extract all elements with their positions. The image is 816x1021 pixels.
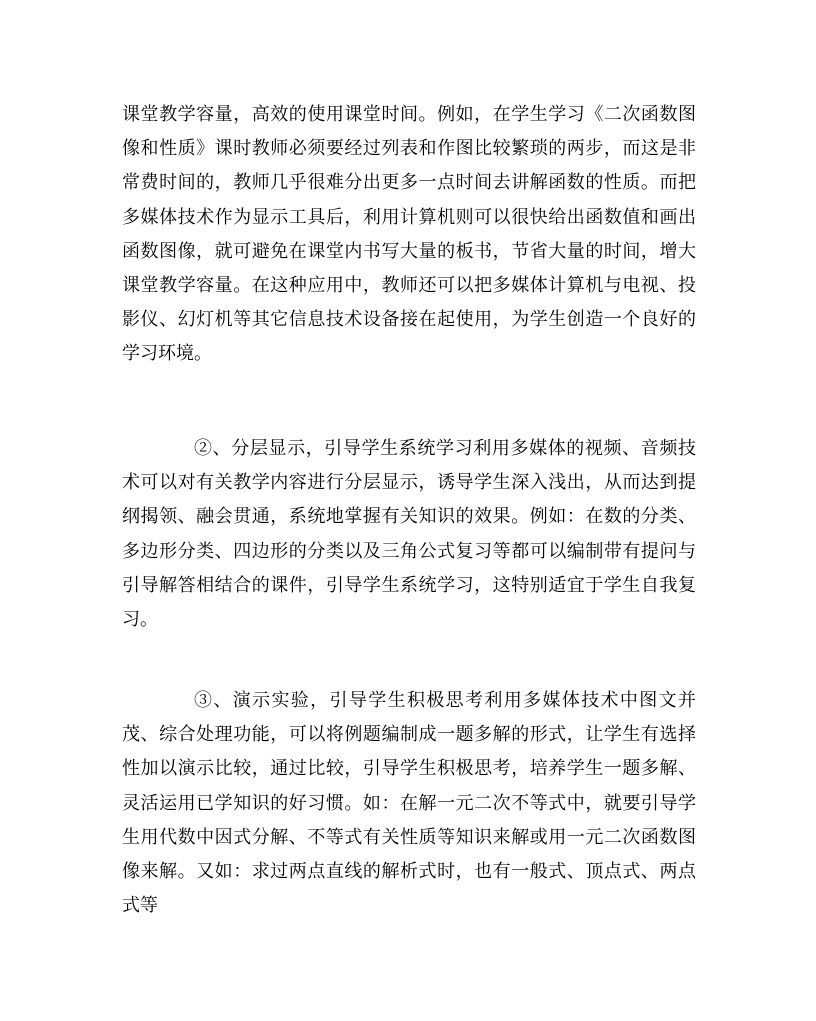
body-paragraph-continuation (122, 98, 696, 372)
paragraph-text: ③、演示实验，引导学生积极思考利用多媒体技术中图文并茂、综合处理功能，可以将例题编制成一题多解的形式，让学生有选择性加以演示比较，通过比较，引导学生积极思考，培养学生一题多解、灵活运用已学知识的好习惯。如：在解一元二次不等式中，就要引导学生用代数中因式分解、不等式有关性质等知识来解或用一元二次函数图像来解。又如：求过两点直线的解析式时，也有一般式、顶点式、两点式等 (122, 690, 696, 917)
paragraph-text: ②、分层显示，引导学生系统学习利用多媒体的视频、音频技术可以对有关教学内容进行分层显示，诱导学生深入浅出，从而达到提纲揭领、融会贯通，系统地掌握有关知识的效果。例如：在数的分类、多边形分类、四边形的分类以及三角公式复习等都可以编制带有提问与引导解答相结合的课件，引导学生系统学习，这特别适宜于学生自我复习。 (122, 438, 696, 631)
paragraph-text: 课堂教学容量，高效的使用课堂时间。例如，在学生学习《二次函数图像和性质》课时教师必须要经过列表和作图比较繁琐的两步，而这是非常费时间的，教师几乎很难分出更多一点时间去讲解函数的性质。而把多媒体技术作为显示工具后，利用计算机则可以很快给出函数值和画出函数图像，就可避免在课堂内书写大量的板书，节省大量的时间，增大课堂教学容量。在这种应用中，教师还可以把多媒体计算机与电视、投影仪、幻灯机等其它信息技术设备接在起使用，为学生创造一个良好的学习环境。 (122, 104, 696, 365)
body-paragraph-demonstration (122, 684, 696, 923)
body-paragraph-layered-display (122, 432, 696, 637)
